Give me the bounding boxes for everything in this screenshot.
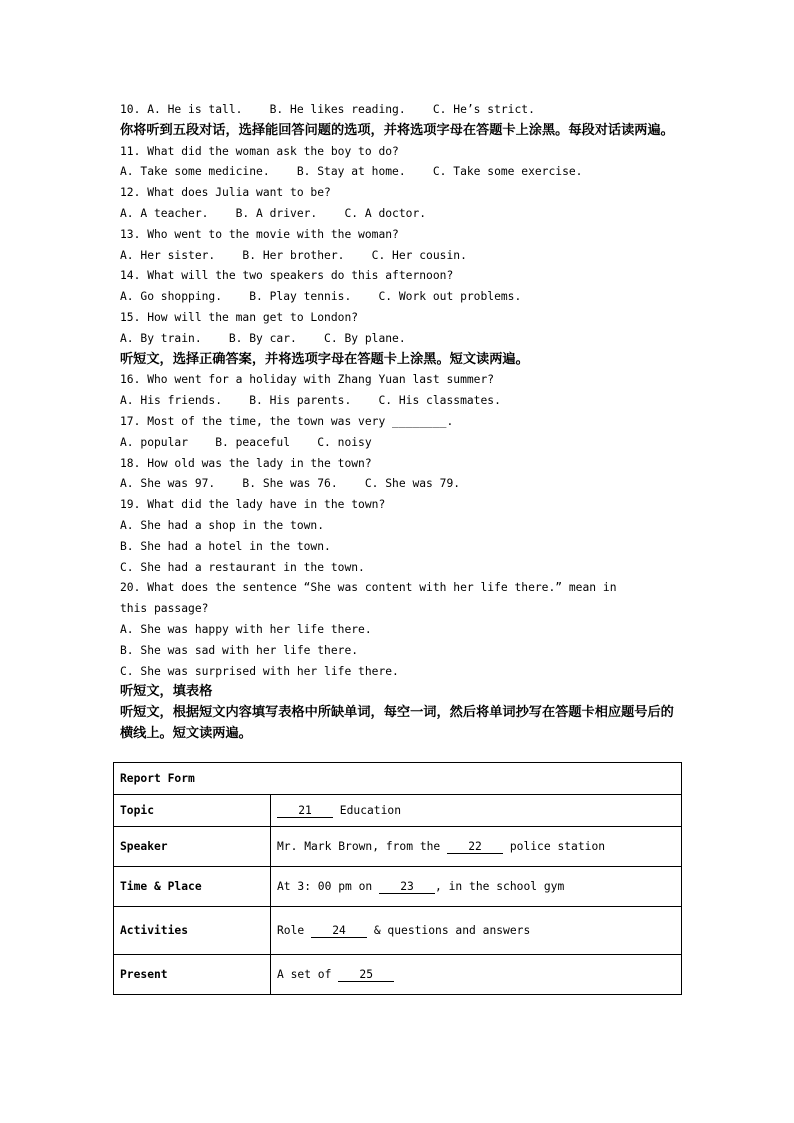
row-value-present: A set of 25 [271,955,682,995]
question-19: 19. What did the lady have in the town? [120,498,386,512]
row-value-activities: Role 24 & questions and answers [271,907,682,955]
row-label-topic: Topic [114,795,271,827]
question-10-options: 10. A. He is tall. B. He likes reading. C. He’s strict. [120,103,535,116]
question-19-option-c: C. She had a restaurant in the town. [120,560,365,574]
blank-25[interactable]: 25 [338,968,394,982]
question-18: 18. How old was the lady in the town? [120,456,372,470]
row-value-speaker: Mr. Mark Brown, from the 22 police station [271,827,682,867]
question-12: 12. What does Julia want to be? [120,186,331,200]
blank-24[interactable]: 24 [311,924,367,938]
question-17-options: A. popular B. peaceful C. noisy [120,435,372,449]
question-16: 16. Who went for a holiday with Zhang Yuan last summer? [120,373,495,387]
section-instruction-passage: 听短文，选择正确答案，并将选项字母在答题卡上涂黑。短文读两遍。 [120,351,529,367]
question-20-option-a: A. She was happy with her life there. [120,622,372,636]
question-14: 14. What will the two speakers do this afternoon? [120,269,454,283]
row-label-present: Present [114,955,271,995]
report-form-table [113,762,682,995]
table-row [114,763,682,795]
row-label-speaker: Speaker [114,827,271,867]
question-18-options: A. She was 97. B. She was 76. C. She was 79. [120,477,461,491]
report-form-title: Report Form [114,763,682,795]
question-19-option-a: A. She had a shop in the town. [120,518,325,532]
section-instruction-table: 听短文，根据短文内容填写表格中所缺单词，每空一词，然后将单词抄写在答题卡相应题号后的横线上。短文读两遍。 [120,705,674,741]
question-20-cont: this passage? [120,602,209,616]
question-11-options: A. Take some medicine. B. Stay at home. C. Take some exercise. [120,165,583,179]
question-13: 13. Who went to the movie with the woman? [120,227,399,241]
blank-21[interactable]: 21 [277,804,333,818]
table-row [114,867,682,907]
table-row [114,795,682,827]
question-11: 11. What did the woman ask the boy to do? [120,144,399,158]
question-15-options: A. By train. B. By car. C. By plane. [120,331,406,345]
section-instruction-dialogues: 你将听到五段对话，选择能回答问题的选项，并将选项字母在答题卡上涂黑。每段对话读两遍。 [120,122,674,138]
row-value-time-place: At 3: 00 pm on 23 , in the school gym [271,867,682,907]
table-row [114,907,682,955]
question-17: 17. Most of the time, the town was very ________. [120,414,454,428]
blank-23[interactable]: 23 [379,880,435,894]
question-20-option-c: C. She was surprised with her life there. [120,664,399,678]
row-value-topic: 21 Education [271,795,682,827]
question-20: 20. What does the sentence “She was content with her life there.” mean in [120,581,617,595]
row-label-time-place: Time & Place [114,867,271,907]
section-heading-table: 听短文，填表格 [120,684,213,700]
question-15: 15. How will the man get to London? [120,310,359,324]
question-13-options: A. Her sister. B. Her brother. C. Her cousin. [120,248,467,262]
row-label-activities: Activities [114,907,271,955]
questions-block [120,100,682,745]
table-row [114,955,682,995]
blank-22[interactable]: 22 [447,840,503,854]
question-19-option-b: B. She had a hotel in the town. [120,539,331,553]
question-14-options: A. Go shopping. B. Play tennis. C. Work out problems. [120,290,522,304]
question-20-option-b: B. She was sad with her life there. [120,643,359,657]
question-12-options: A. A teacher. B. A driver. C. A doctor. [120,206,427,220]
question-16-options: A. His friends. B. His parents. C. His classmates. [120,394,501,408]
table-row [114,827,682,867]
